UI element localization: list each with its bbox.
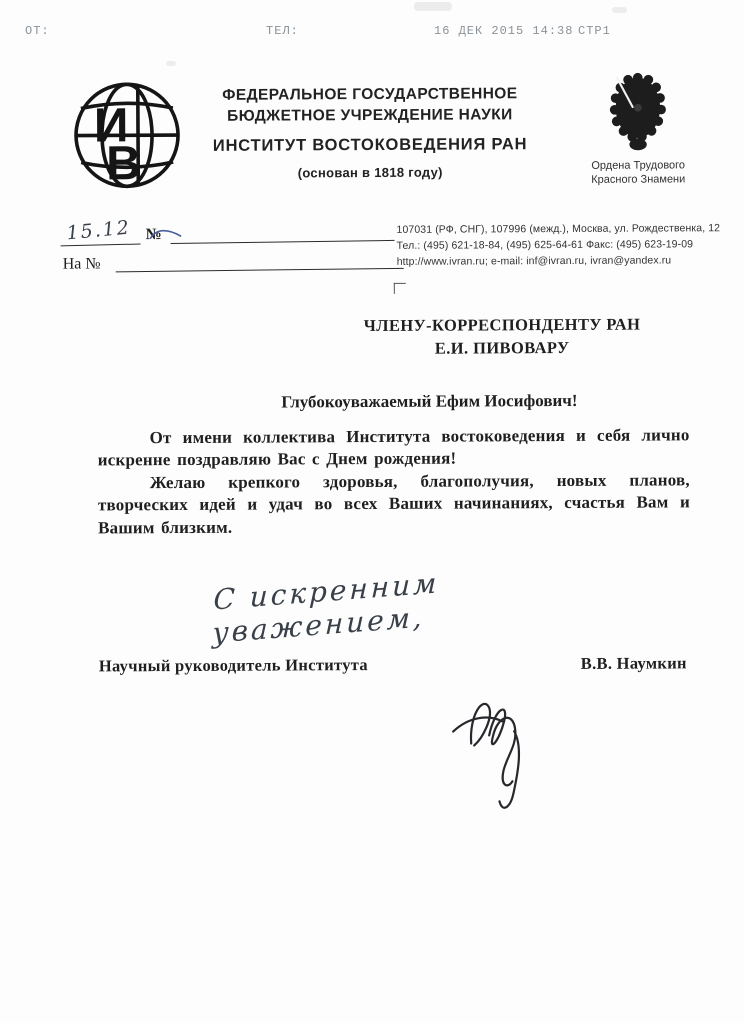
signature-scribble [439,687,580,813]
reply-blank-line [116,268,404,273]
addressee-name: Е.И. ПИВОВАРУ [434,337,570,358]
addressee-title: ЧЛЕНУ-КОРРЕСПОНДЕНТУ РАН [363,314,641,336]
signer-title: Научный руководитель Института [98,655,368,676]
corner-mark [394,283,406,294]
award-caption-line2: Красного Знамени [591,173,686,186]
handwritten-closing: С искренним уважением, [212,566,440,650]
founded-note: (основан в 1818 году) [297,164,443,181]
contact-phones: Тел.: (495) 621-18-84, (495) 625-64-61 Факс: (495) 623-19-09 [396,238,694,252]
signer-name: В.В. Наумкин [580,653,687,673]
fax-page-number: СТР1 [578,24,611,38]
number-blank-line [171,240,395,244]
number-label: № [145,226,162,244]
fax-tel-label: ТЕЛ: [266,24,299,38]
award-emblem-block [576,70,701,187]
org-type-line1: ФЕДЕРАЛЬНОЕ ГОСУДАРСТВЕННОЕ [222,85,518,104]
contact-block [396,220,738,270]
order-medal-icon [609,70,667,152]
institute-globe-logo [70,77,185,194]
salutation: Глубокоуважаемый Ефим Иосифович! [281,390,578,412]
signoff-row [99,653,687,676]
paragraph-2: Желаю крепкого здоровья, благополучия, новых планов, творческих идей и удач во всех Ваших начинаниях, счастья Вам и Вашим близким. [97,470,691,538]
org-name: ИНСТИТУТ ВОСТОКОВЕДЕНИЯ РАН [212,135,528,155]
handwritten-date: 15.12 [65,216,132,245]
fax-from-label: ОТ: [25,24,50,38]
paragraph-1: От имени коллектива Института востоковедения и себя лично искренне поздравляю Вас с Днем рождения! [97,425,690,470]
reply-label: На № [62,255,101,273]
addressee-block [329,312,675,360]
logo-letter-v: В [106,137,141,191]
contact-web-email: http://www.ivran.ru; e-mail: inf@ivran.ru, ivran@yandex.ru [396,254,672,268]
letterhead [198,83,542,181]
award-caption-line1: Ордена Трудового [591,159,686,172]
letter-body [98,424,691,539]
org-type-line2: БЮДЖЕТНОЕ УЧРЕЖДЕНИЕ НАУКИ [227,106,513,125]
logo-letter-i: И [93,99,129,153]
date-underline [61,244,141,247]
fax-datetime: 16 ДЕК 2015 14:38 [434,24,574,38]
contact-address: 107031 (РФ, СНГ), 107996 (межд.), Москва, ул. Рождественка, 12 [396,222,721,236]
